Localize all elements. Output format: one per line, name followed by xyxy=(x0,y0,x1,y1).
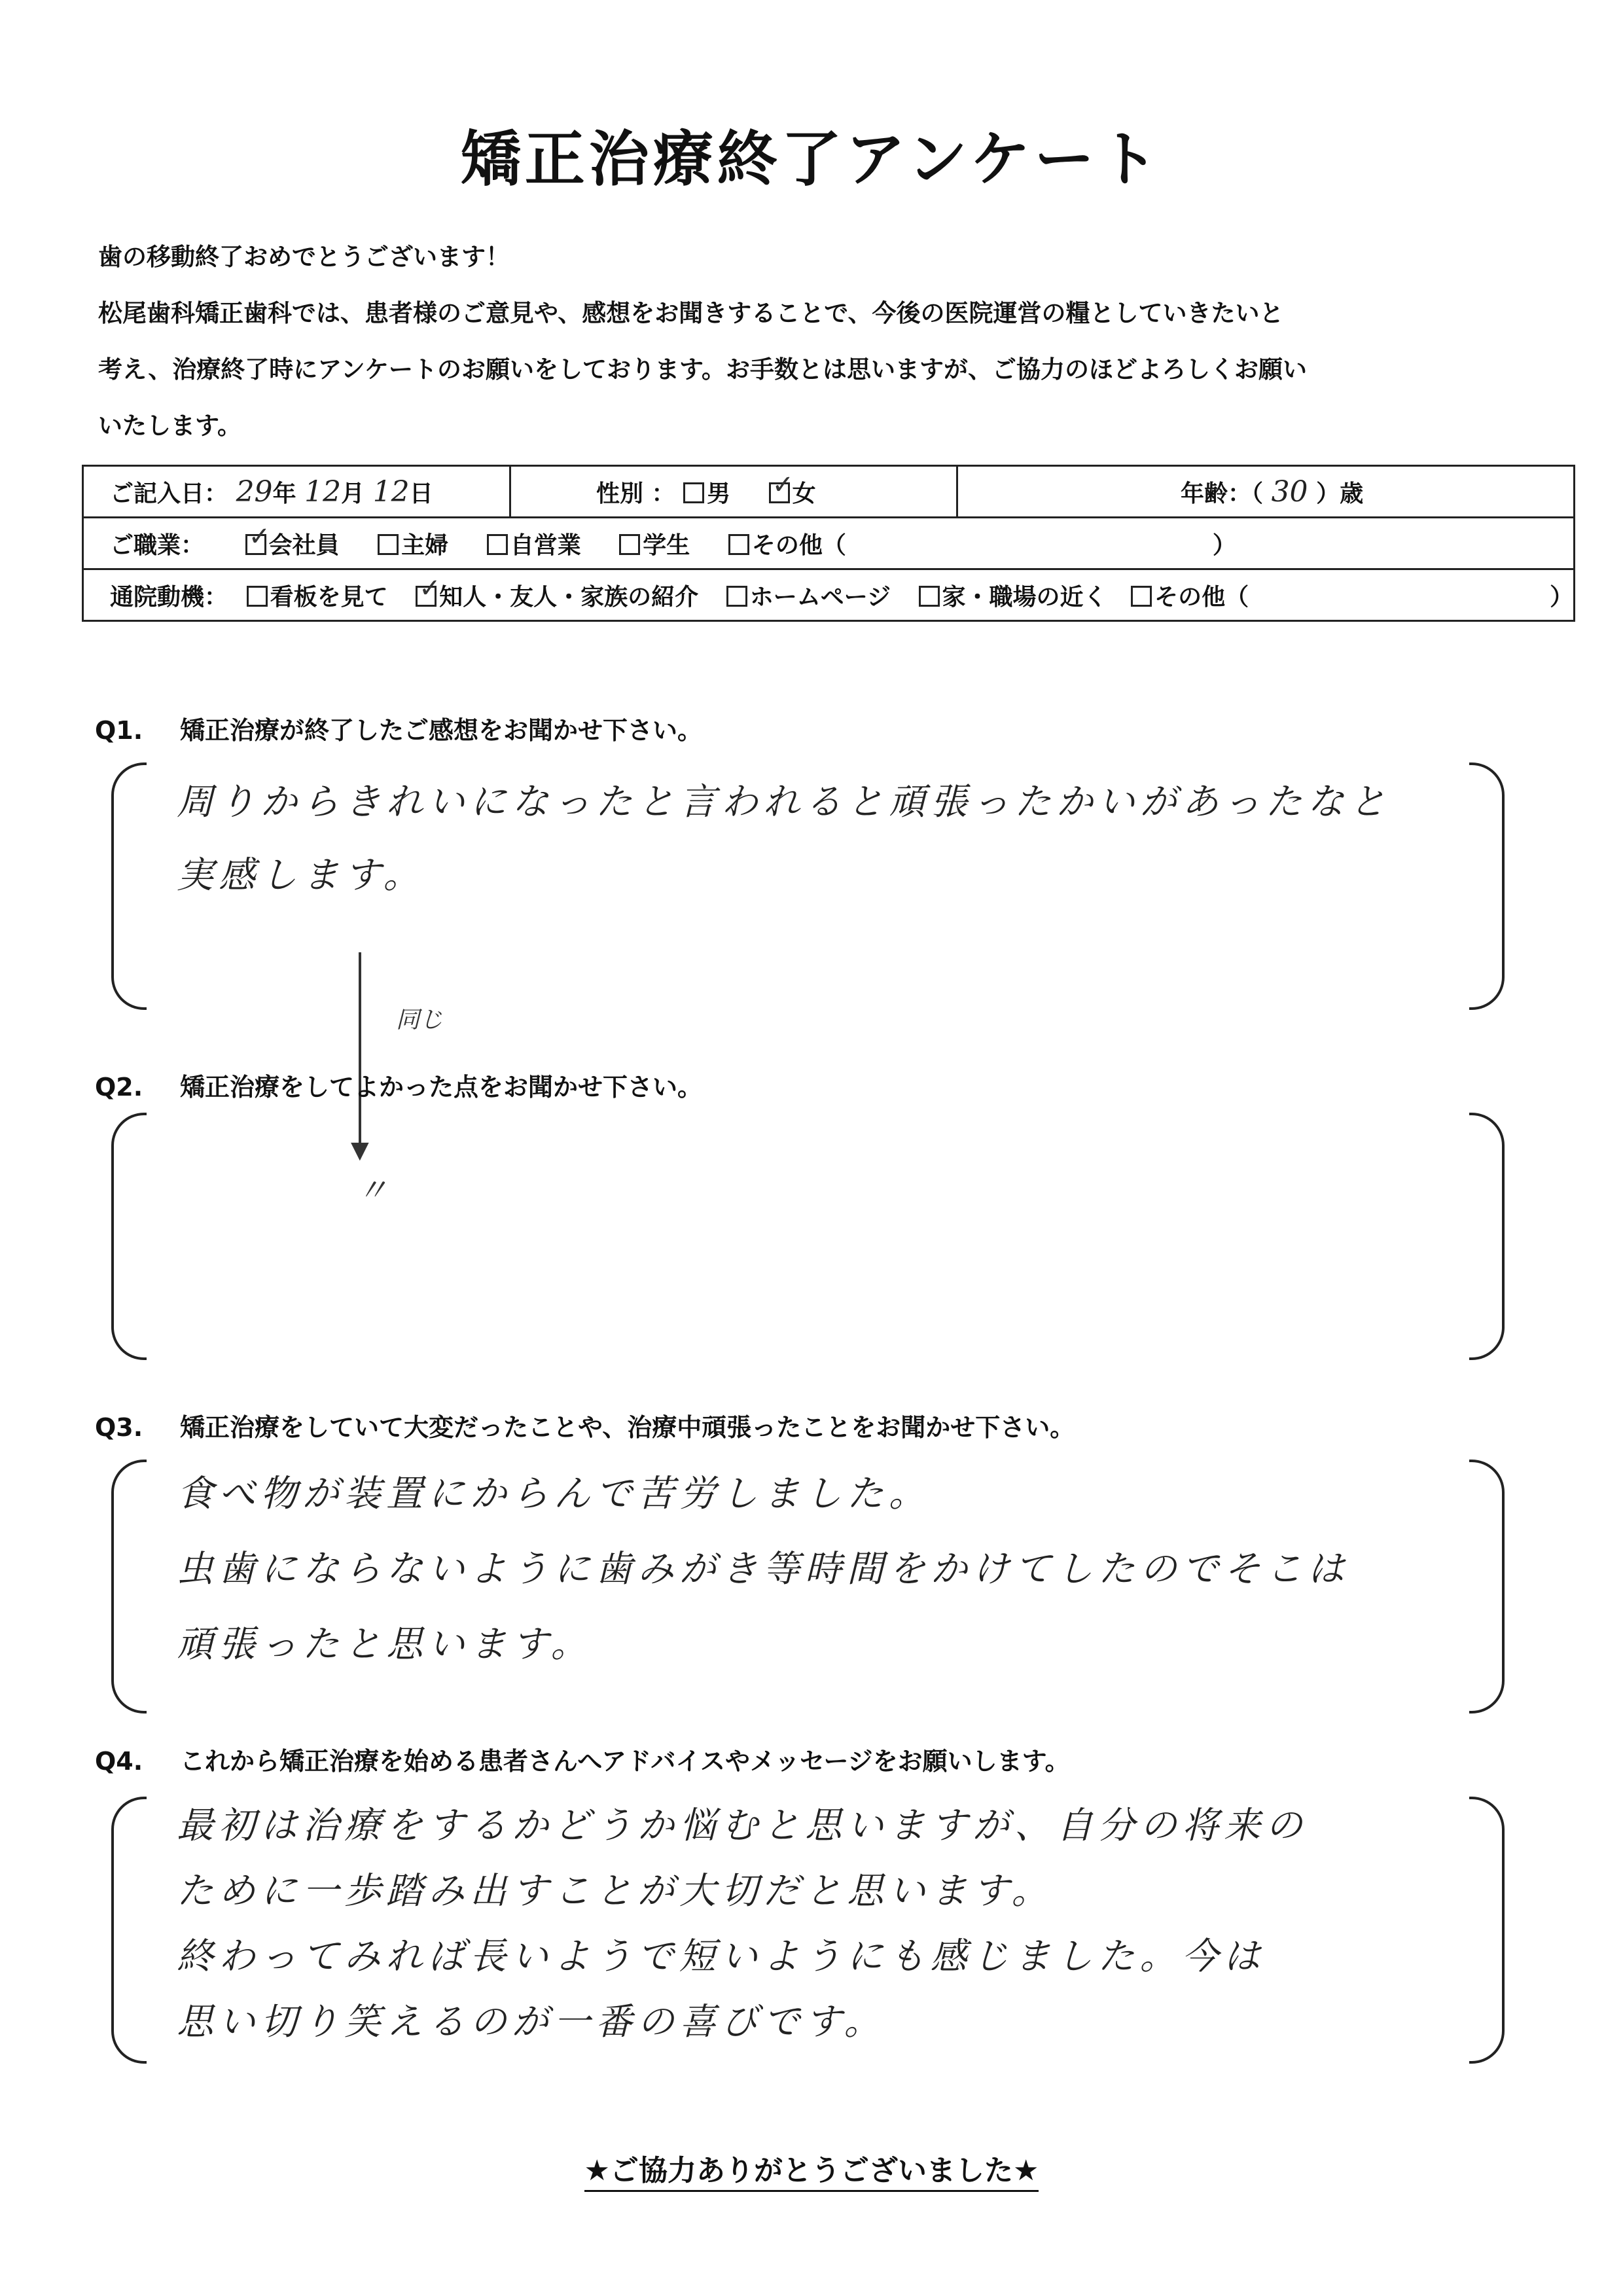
male-checkbox[interactable] xyxy=(683,482,704,503)
question-2 xyxy=(95,1067,702,1103)
age-value[interactable]: 30 xyxy=(1271,475,1308,509)
reason-sign-label: 看板を見て xyxy=(270,583,388,611)
intro-line: 考え、治療終了時にアンケートのお願いをしております。お手数とは思いますが、ご協力のほどよろしくお願い xyxy=(98,355,1308,384)
question-number: Q1. xyxy=(95,716,143,745)
answer-line: 終わってみれば長いようで短いようにも感じました。今は xyxy=(177,1935,1266,1978)
answer-1[interactable] xyxy=(177,766,1486,912)
year-unit: 年 xyxy=(272,480,296,507)
date-day-value[interactable]: 12 xyxy=(372,475,410,509)
reason-row xyxy=(83,569,1575,621)
reason-label: 通院動機： xyxy=(110,583,228,611)
answer-3[interactable] xyxy=(177,1456,1486,1682)
reason-referral-label: 知人・友人・家族の紹介 xyxy=(439,583,699,611)
question-number: Q4. xyxy=(95,1747,143,1776)
occ-self-checkbox[interactable] xyxy=(487,534,508,555)
reason-near-checkbox[interactable] xyxy=(919,586,940,607)
gender-cell xyxy=(510,466,957,518)
occ-housewife-label: 主婦 xyxy=(401,531,449,559)
answer-line: ために一歩踏み出すことが大切だと思います。 xyxy=(177,1870,1054,1912)
female-label: 女 xyxy=(792,480,816,507)
answer-bracket-left xyxy=(111,762,147,1010)
answer-line: 頑張ったと思います。 xyxy=(177,1623,593,1666)
answer-line: 実感します。 xyxy=(177,854,425,897)
question-number: Q3. xyxy=(95,1413,143,1442)
reason-referral-checkbox[interactable] xyxy=(416,586,437,607)
date-month-value[interactable]: 12 xyxy=(304,475,342,509)
occ-other-label: その他（ xyxy=(751,531,846,559)
date-year-value[interactable]: 29 xyxy=(236,475,273,509)
reason-near-label: 家・職場の近く xyxy=(942,583,1107,611)
answer-bracket-right xyxy=(1469,1113,1505,1360)
occ-housewife-checkbox[interactable] xyxy=(378,534,399,555)
reason-other-close: ） xyxy=(1550,583,1574,611)
occupation-row xyxy=(83,518,1575,569)
answer-line: 周りからきれいになったと言われると頑張ったかいがあったなと xyxy=(177,781,1391,823)
question-text: これから矯正治療を始める患者さんへアドバイスやメッセージをお願いします。 xyxy=(180,1747,1070,1776)
page-title: 矯正治療終了アンケート xyxy=(460,124,1163,194)
respondent-info-table xyxy=(82,465,1575,622)
answer-4[interactable] xyxy=(177,1793,1486,2055)
occ-other-checkbox[interactable] xyxy=(728,534,749,555)
footer-text: ★ご協力ありがとうございました★ xyxy=(584,2154,1039,2192)
question-text: 矯正治療をしていて大変だったことや、治療中頑張ったことをお聞かせ下さい。 xyxy=(180,1413,1075,1442)
occ-company-label: 会社員 xyxy=(268,531,340,559)
month-unit: 月 xyxy=(341,480,365,507)
footer-thanks xyxy=(0,2147,1623,2189)
answer-bracket-left xyxy=(111,1460,147,1713)
answer-bracket-left xyxy=(111,1113,147,1360)
arrow-down-icon: ▼ xyxy=(351,1137,369,1164)
reason-web-checkbox[interactable] xyxy=(726,586,747,607)
question-text: 矯正治療が終了したご感想をお聞かせ下さい。 xyxy=(180,716,703,745)
question-4 xyxy=(95,1741,1070,1777)
male-label: 男 xyxy=(707,480,731,507)
intro-line: 歯の移動終了おめでとうございます！ xyxy=(98,243,510,271)
question-1 xyxy=(95,710,702,746)
q2-note: 同じ xyxy=(396,1007,444,1033)
occ-student-checkbox[interactable] xyxy=(619,534,640,555)
intro-line: 松尾歯科矯正歯科では、患者様のご意見や、感想をお聞きすることで、今後の医院運営の糧としていきたいと xyxy=(98,299,1284,327)
answer-line: 虫歯にならないように歯みがき等時間をかけてしたのでそこは xyxy=(177,1548,1349,1590)
intro-line: いたします。 xyxy=(98,412,242,440)
reason-web-label: ホームページ xyxy=(749,583,891,611)
reason-sign-checkbox[interactable] xyxy=(247,586,268,607)
day-unit: 日 xyxy=(409,480,433,507)
intro-text xyxy=(98,229,1538,454)
question-3 xyxy=(95,1407,1075,1443)
q2-ditto-mark: 〃 xyxy=(357,1172,389,1209)
occ-other-close: ） xyxy=(1212,531,1236,559)
occ-company-checkbox[interactable] xyxy=(245,534,266,555)
question-text: 矯正治療をしてよかった点をお聞かせ下さい。 xyxy=(180,1073,703,1102)
occupation-label: ご職業： xyxy=(110,531,205,559)
occ-student-label: 学生 xyxy=(643,531,690,559)
female-checkbox[interactable] xyxy=(769,482,790,503)
reason-other-checkbox[interactable] xyxy=(1131,586,1152,607)
answer-bracket-left xyxy=(111,1797,147,2064)
age-unit: ）歳 xyxy=(1316,480,1364,507)
answer-line: 最初は治療をするかどうか悩むと思いますが、自分の将来の xyxy=(177,1804,1308,1847)
reason-other-label: その他（ xyxy=(1154,583,1249,611)
age-cell xyxy=(957,466,1575,518)
occ-self-label: 自営業 xyxy=(510,531,581,559)
date-label: ご記入日： xyxy=(110,480,228,507)
ditto-arrow-line xyxy=(359,952,361,1149)
question-number: Q2. xyxy=(95,1073,143,1102)
answer-line: 食べ物が装置にからんで苦労しました。 xyxy=(177,1473,931,1515)
answer-line: 思い切り笑えるのが一番の喜びです。 xyxy=(177,2001,886,2043)
age-label: 年齢：（ xyxy=(1181,480,1264,507)
gender-label: 性別 ： xyxy=(596,480,675,507)
date-cell xyxy=(83,466,510,518)
